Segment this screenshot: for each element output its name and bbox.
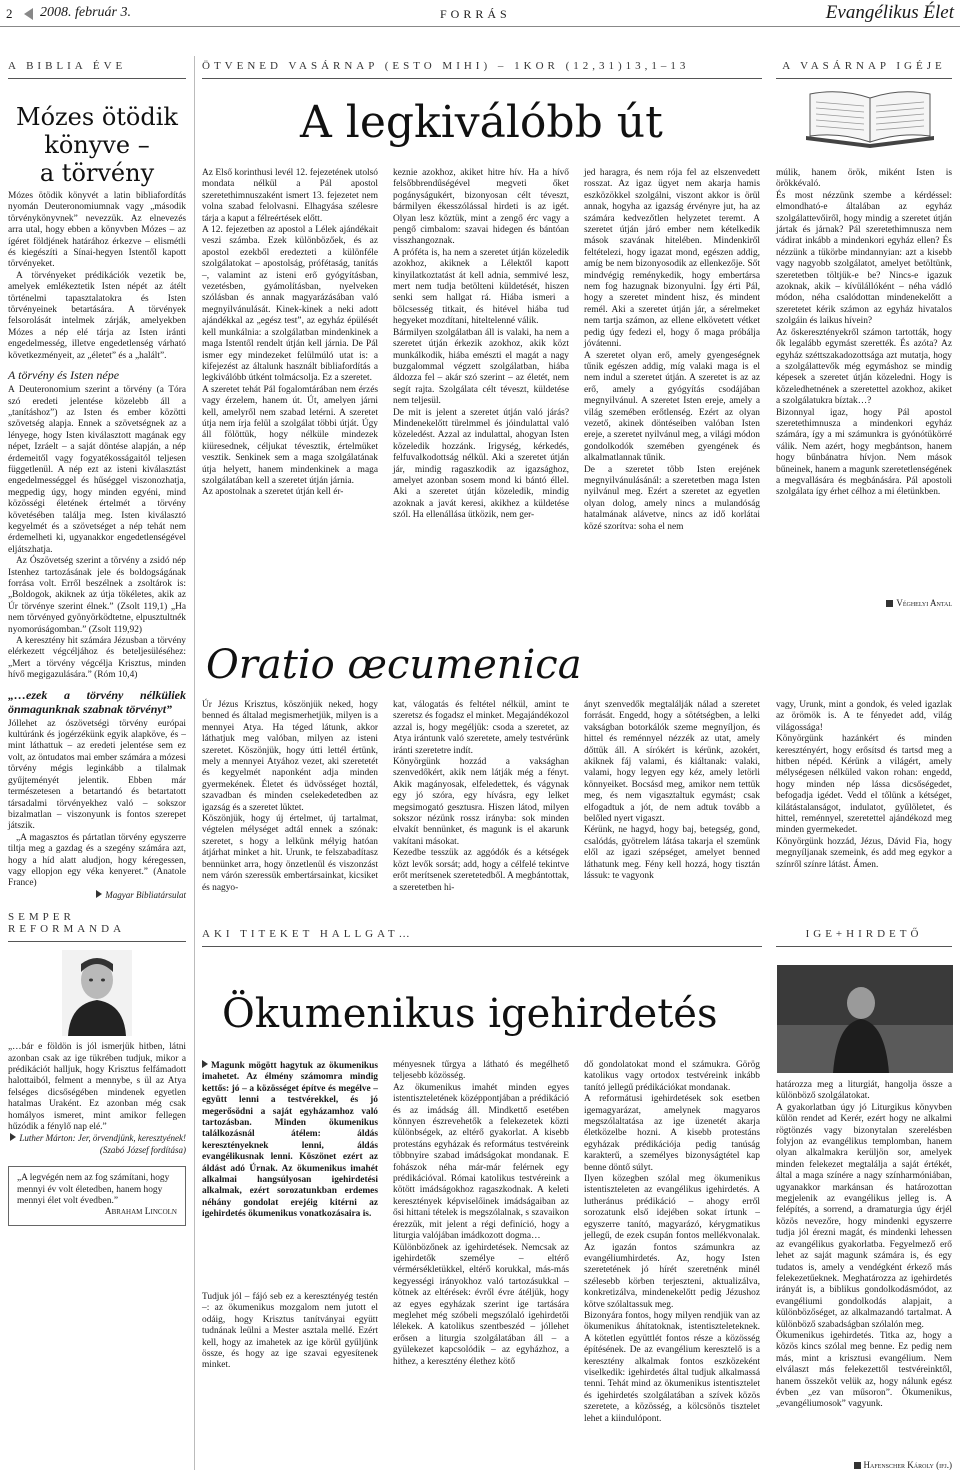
left-paragraph: Az Ószövetség szerint a törvény a zsidó nép Istenhez tartozásának jele és boldogságának forrása volt. Erről beszélnek a zsoltárok is: „Boldogok, akiknek az útja tökéletes, akik az Úr törvénye szerint élnek.” (Zsolt 119,1) „Ha nem törvényed gyönyörködtetne, elpusztultnék nyomorúságomban.” (Zsolt 119,92)	[8, 556, 186, 635]
igehirdetes-lead: Magunk mögött hagytuk az ökumenikus imahetet. Az élmény számomra mindig kettős: jó – a közösséget építve és megélve – együtt lenni a testvérekkel, és jó megerősödni a saját egyházamhoz való tartozásban. Minden ökumenikus találkozásnál átélem: áldás keresztényeknek lenni, áldás evangélikusnak lenni. Köszönet ezért az áldást adó Úrnak. Az ökumenikus imahét alkalmai hangsúlyosan igehirdetési alkalmak, ezért sorozatunkban erdemes néhány gondolat erejéig kitérni az igehirdetés ökumenikus vonatkozásaira is.	[202, 1061, 378, 1220]
left-column	[8, 60, 186, 1226]
sermon-signature: Véghelyi Antal	[776, 598, 952, 608]
bullet-triangle-icon	[10, 1133, 16, 1141]
prayer-col: Úr Jézus Krisztus, köszönjük neked, hogy benned és általad megismerhetjük, milyen is a mennyei Atya. Ha téged látunk, akkor láthatjuk meg valóban, milyen az isteni szeretet. Köszönjük, hogy útti lettél értünk, mely a mennyei Atyához vezet, aki szeretetét és kegyelmét naponként adja minden gyermekének. Életet és üdvösséget hoztál, szavadban és minden cselekedetedben az igazság és a szeretet lüktet. Köszönjük, hogy új értelmet, új tartalmat, végtelen mélységet adtál ennek a szónak: szeretet, s hogy a lelkünk mélyig hatóan átjárhat minket a hit. Urunk, te felszabadítasz bennünket arra, hogy önzetlenül és viszonzást nem várón szeressük embertársainkat, kicsiket és nagyo-	[202, 700, 378, 893]
sermon-ribbon-right: A VASÁRNAP IGÉJE	[776, 60, 952, 79]
page-number: 2	[6, 6, 13, 21]
bullet-triangle-icon	[96, 890, 102, 898]
sermon-col: keznie azokhoz, akiket hitre hív. Ha a hívő felsőbbrendűségével megveti őket pogányságukért, bizonyosan célt téveszt, bármilyen ékesszólással hirdeti is az igét. Olyan lesz köztük, mint a zengő érc vagy a pengő cimbalom: szavai hidegen és bántóan visszhangoznak. A próféta is, ha nem a szeretet útján közeledik azokhoz, akiknek a Lélektől kapott kinyilatkoztatást át kell adnia, semmivé lesz, mert nem tudja betölteni küldetését, hiszen senki sem hallgat rá. Hiába ismeri a bölcsesség titkait, és hitével hiába tud hegyeket mozdítani, hiteltelenné válik. Bármilyen szolgálatban áll is valaki, ha nem a szeretet útján érkezik azokhoz, akik közt munkálkodik, hiába emészti el magát a nagy buzgalommal végzett szolgálatban, hiába áldozza fel – akár szó szerint – az életét, nem segít rajta. Szolgálata célt téveszt, küldetése nem teljesül. De mit is jelent a szeretet útján való járás? Mindenekelőtt türelmmel és jóindulattal való közeledést. Azzal az indulattal, ahogyan Isten közeledik hozzánk. Irigység, kérkedés, felfuvalkodottság nélkül. Aki a szeretet útján jár, mindig ragaszkodik az igazsághoz, amelyet azonban sosem mond ki bántó éllel. Aki a szeretet útján közeledik, mindig azoknak a javát keresi, akikhez a küldetése szól. Ha ellenállása ütközik, nem ger-	[393, 168, 569, 521]
igehirdetes-title: Ökumenikus igehirdetés	[222, 991, 718, 1037]
left-ribbon: A BIBLIA ÉVE	[8, 60, 186, 79]
igehirdetes-col: határozza meg a liturgiát, hangolja össze a különböző szolgálatokat. A gyakorlatban úgy jó Liturgikus könyvben külön rendet ad Kerér, ezért hogy ne alkalmi rögtönzés vagy bizonytalan szerelésben folyjon az evangélikus templomban, hanem olyan alkalmakra kerüljön sor, amelyek minden felekezet megtalálja a saját értékét, által a maga színére a nagy színharmóniában, ugyanakkor markánsan és határozottan megjelenik az evangélikus jelleg is. A felépítés, a sorrend, a dramaturgia úgy érjél közös nevezőre, hogy mindenki egyszerre tudja jól érezni magát, és mindenki lehessen az evangélikus gyakorlatba. Fegyelmező erő lehet az saját magunk számára is, és egy tudatos is, amely a vendégként érkező más felekezetűeknek. Meghatározza az igehirdetés irányát is, a biblikus gondolkodásmódot, az evangéliumi gondolkodás alapjait, a különbözőséget, az alkalmazandó tartalmat. A különböző szabadságban szólalón meg. Ökumenikus igehirdetés. Titka az, hogy a közös kincs szólal meg benne. Ez pedig nem más, mint a krisztusi evangélium. Nem elválaszt más felekezettől testvéreinktől, hanem összeköt velük az, hogy nálunk egész évben „ez van műsoron”. Ökumenikus, „evangéliumosok” vagyunk.	[776, 1080, 952, 1410]
signature: Luther Márton: Jer, örvendjünk, keresztyének! (Szabó József fordítása)	[8, 1133, 186, 1156]
left-title	[8, 103, 186, 187]
bullet-triangle-icon	[202, 1060, 208, 1068]
igehirdetes-col: Tudjuk jól – fájó seb ez a keresztényég testén –: az ökumenikus mozgalom nem jutott el odáig, hogy Krisztus tanítványai együtt tudnának leülni a Mester asztala mellé. Ezért kell, hogy az imahetek az ige körül gyűljünk össze, és hogy az ige szavai egyesítenek minket.	[202, 1292, 378, 1371]
sermon-col: jed haragra, és nem rója fel az elszenvedett rosszat. Az igaz ügyet nem akarja hamis eszközökkel szolgálni, viszont akkor is örül annak, hogyha az igazság érvényre jut, ha az számára kedvezőtlen helyzetet teremt. A szeretet útján járó ember nem kételkedik mások szavának hitelében. Mindenkiről feltételezi, hogy igazat mond, egészen addig, amíg be nem bizonyosodik az ellenkezője. Sőt mindvégig reménykedik, hogy embertársa nem fog hazugnak bizonyulni. Így érti Pál, hogy a szeretet mindent hisz, és mindent remél. Aki a szeretet útján jár, a sérelmeket nem tartja számon, az ellene elkövetett vétket pedig úgy fedezi el, hogy ő maga próbálja jóvátenni. A szeretet olyan erő, amely gyengeségnek tűnik egészen addig, míg valaki maga is el nem indul a szeretet útján. A szeretet is az az erő, amely a gyógyítás csodájában megnyilvánul. A szeretet Isten ereje, amely a világ szemében erőtlenség. Ezért az olyan vezető, akinek döntéseiben valóban Isten ereje, a szeretet nyilvánul meg, a világi módon gondolkodók szemében gyengének és alkalmatlannak tűnik. De a szeretet több Isten erejének megnyilvánulásánál: a szeretetben maga Isten nyilvánul meg. Ezért a szeretet az egyetlen olyan dolog, amely nincs a mulandóság hatalmának alávetve, nincs az idő korlátai közé szorítva: soha el nem	[584, 168, 760, 532]
prev-page-arrow-icon[interactable]	[24, 8, 33, 20]
lincoln-quote-box	[8, 1166, 186, 1226]
left-body	[8, 191, 186, 901]
brand-logo: Evangélikus Élet	[825, 2, 954, 23]
page-header	[0, 0, 960, 27]
left-subhead: „…ezek a törvény nélküliek önmagunknak szabnak törvényt”	[8, 687, 186, 716]
section-name: FORRÁS	[440, 7, 511, 21]
column-divider	[194, 56, 195, 1470]
prayer-col: ányt szenvedők megtalálják nálad a szeretet forrását. Engedd, hogy a sötétségben, a lelki vakságban botorkálók szeme megnyíljon, és hittel és reménnyel nézzék az utat, amely dőttük áll. A sírókért is kérünk, azokért, akiknek fáj valami, és kiáltanak: valaki, valami, hogy legyen egy kéz, amely letörli könnyeiket. Bocsásd meg, amikor nem tettük meg, és nem vigasztaltuk egymást; csak elfogadtuk a jót, de nem adtuk tovább a belőled nyert vigaszt. Kérünk, ne hagyd, hogy baj, betegség, gond, csalódás, gyötrelem látása takarja el szemünk elől az igazi szépséget, amelyet benned láthatunk meg. Fény kell hozzá, hogy tisztán lássuk: te vagyonk	[584, 700, 760, 882]
issue-date: 2008. február 3.	[40, 5, 131, 20]
luther-quote	[8, 1042, 186, 1156]
igehirdeto-ribbon: IGE+HIRDETŐ	[776, 928, 952, 947]
prayer-col: vagy, Urunk, mint a gondok, és veled igazlak az örömök is. A te fényedet add, világ világossága! Könyörgünk hazánkért és minden keresztényért, hogy erősítsd és tartsd meg a hitben népéd. Kérünk a világért, amely mélységesen nélküled vakon rohan: engedd, hogy minden nép lássa dicsőségedet, befogadja igédet. Vedd el tőlünk a kétséget, kilátástalanságot, indulatot, gyűlöletet, és hittel, reménnyel, szeretettel ajándékozd meg minden gyermekedet. Könyörgünk hozzád, Jézus, Dávid Fia, hogy megnyíljanak szemeink, és add meg egykor a színről színre látást. Ámen.	[776, 700, 952, 870]
left-title-line: a törvény	[39, 159, 155, 187]
sermon-ribbon: ÖTVENED VASÁRNAP (ESTO MIHI) – 1KOR (12,31)13,1–13	[202, 60, 762, 79]
sermon-col: múlik, hanem örök, miként Isten is örökkévaló. És most nézzünk szembe a kérdéssel: elmondható-e általában az egyház szolgálattevőiről, hogy mindig a szeretet útján jártak és járnak? Pál szeretethimnusza nem vádirat inkább a mindenkori egyház ellen? És nézzünk a tükörbe mindannyian: azt a kisebb vagy nagyobb szolgálatot, amelyet betöltünk, szeretetben töltjük-e be? Nincs-e igazuk azoknak, akik – kívülállóként – néha vádló módon, néha csalódottan mindenekelőtt a szeretetet kérik számon az egyház hivatalos szolgáin és laikus hívein? Az őskeresztényekről számon tartották, hogy ők legalább egymást szerették. És azóta? Az egyház széttszakadozottsága azt mutatja, hogy a szolgálattevők még egymáshoz se mindig képesek a szeretet útján közeledni. Hogy is közeledhetnének a szeretettel azokhoz, akiket a szolgálatukra bíztak…? Bizonnyal igaz, hogy Pál apostol szeretethimnusza a mindenkori egyház számára, így a mi számunkra is gyónótükörré válik. Nem azért, hogy megbántson, hanem hogy bűnbánatra hívjon. Nem mások bűneinek, hanem a magunk szeretetlenségének a megvallására és megbánására. Pál apostoli szolgálata így érhet célhoz a mi életünkben.	[776, 168, 952, 498]
luther-quote-text: „…bár e földön is jól ismerjük hitben, látni azonban csak az ige tükrében tudjuk, mikor a prédikációt halljuk, hogy Krisztus felfámadott halottaiból, felment a mennybe, s ül az Atya felséges dicsőségében mindenek egyetlen hatalmas Uraként. Ez azonban még csak homályos ismeret, mint amikor fellegen hűzódik a fénylő nap elé.”	[8, 1042, 186, 1132]
square-bullet-icon	[886, 600, 893, 607]
sermon-title: A legkiválóbb út	[300, 97, 663, 148]
preacher-photo-image	[777, 965, 953, 1073]
left-paragraph: „A magasztos és pártatlan törvény egyszerre tiltja meg a gazdag és a szegény számára azt, hogy a híd alatt aludjon, hogy kéregessen, vagy ellopjon egy véka kenyeret.” (Anatole France)	[8, 832, 186, 889]
sermon-col: Az Első korinthusi levél 12. fejezetének utolsó mondata nélkül a Pál apostol szeretethimnuszaként ismert 13. fejezetet nem volna szabad felolvasni. Elhagyása szélesre tárja a kaput a félreértések előtt. A 12. fejezetben az apostol a Lélek ajándékait veszi számba. Ezek különbözőek, és az apostol ezekből eredezteti a különféle szolgálatokat – apostolság, prófétaság, tanítás –, valamint az isteni erő gyógyításban, vezetésben, gyámolításban, nyelveken szólásban és annak magyarázásában való megnyilvánulását. Kinek-kinek a neki adott ajándékkal az „egész test”, az egyház épülését kell munkálnia: a szolgálatban mindenkinek a maga Istentől rendelt útján kell járnia. De Pál ismer egy mindezeket felülmúló utat is: a kifejezést az általunk használt bibliafordítás a legkiválóbb útként tolmácsolja. Ez a szeretet. A szeretet tehát Pál fogalomtárában nem érzés vagy érzelem, hanem út. Út, amelyen járni kell, amelyről nem szabad letérni. A szeretet útja nem írja felül a szolgálat többi útját. Úgy áll fölöttük, hogy nélküle mindezek kiüresednek, céljukat tévesztik, értelmüket vesztik. Senkinek sem a maga szolgálatának útja helyett, hanem mindenkinek a maga szolgálatában kell a szeretet útján járnia. Az apostolnak a szeretet útján kell ér-	[202, 168, 378, 498]
signature: Magyar Bibliatársulat	[8, 890, 186, 901]
semper-ribbon: SEMPER REFORMANDA	[8, 911, 186, 942]
open-bible-icon	[800, 80, 940, 150]
lincoln-quote: „A legvégén nem az fog számítani, hogy mennyi év volt életedben, hanem hogy mennyi élet volt évedben.”	[17, 1173, 170, 1207]
igehirdetes-col: dő gondolatokat mond el számukra. Görög katolikus vagy ortodox testvéreink inkább tanító jellegű prédikációkat mondanak. A reformátusi igehirdetések sok esetben igemagyarázat, amelynek magyaros megszólaltatása az ige üzenetét akarja életközelbe hozni. A kisebb protestáns egyházak prédikációja pedig tanúság karakterű, a személyes bizonyságtétel kap benne döntő súlyt. Ilyen közegben szólal meg ökumenikus istentiszteleten az evangélikus igehirdetés. A lutheránus prédikáció – ahogy erről sorozatunk első idejében sokat írtunk – egyszerre tanító, magyarázó, kérygmatikus jellegű, de ezek csupán fontos mellékvonalak. Az igazán fontos számunkra az evangéliumhirdetés. Az, hogy Isten szeretetének jó hírét szeretnénk minél szélesebb körben terjeszteni, aktualizálva, konkretizálva, mindenekelőtt pedig Jézushoz kötve szólaltassuk meg. Bizonyára fontos, hogy milyen rendjük van az ökumenikus áhítatoknak, istentiszteleteknek. A kötetlen együttlét fontos része a közösség építésének. De az evangélium keresztelő is a keresztény alkalmak fontos eszközeként viselkedik: igehirdetés által tudjuk alkalmassá tenni. Tehát mind az ökumenikus istentisztelet és igehirdetés szolgálatában a szívek közös szeretete, a közösség, a kölcsönös tisztelet lehet a kiindulópont.	[584, 1060, 760, 1424]
left-title-line: Mózes ötödik	[16, 103, 178, 131]
left-title-line: könyve –	[44, 131, 150, 159]
lincoln-signature: Abraham Lincoln	[104, 1207, 177, 1218]
prayer-col: kat, válogatás és feltétel nélkül, amint te szeretsz és fogadsz el minket. Megajándékozol azzal is, hogy megéljük: csoda a szeretet, az Atya irántunk való szeretete, amely testvérünk iránti szeretetre indít. Könyörgünk hozzád a vaksághan szenvedőkért, akik nem látják még a fényt. Akik magányosak, elfeledettek, és vágynak egy jó szóra, egy hívásra, egy lelket megsimogató gesztusra. Hiszen látod, milyen sokszor nézünk rossz irányba: sok minden elvakít bennünket, és magunk is el akarunk vakítani másokat. Kezedbe tesszük az aggódók és a kétségek közt levők sorsát; add, hogy a célfelé tekintve erőt merítsenek szeretetedből. A megbántottak, a szeretetben hi-	[393, 700, 569, 893]
bible-image	[800, 80, 940, 150]
square-bullet-icon	[854, 1462, 861, 1469]
igehirdetes-signature: Hafenscher Károly (ifj.)	[776, 1460, 952, 1470]
preacher-photo	[777, 965, 953, 1073]
igehirdetes-col: ményesnek tűrgya a látható és megélhető teljesebb közösség. Az ökumenikus imahét minden egyes istentiszteletének középpontjában a prédikáció és az imádság áll. Mindkettő esetében könnyen észrevehetők a felekezetek közti különbségek, az eltérő gyakorlat. A kisebb protestáns egyházak és református testvéreink többnyire szabad imádságokat mondanak. E fohászok néha már-már felérnek egy prédikációval. Római katolikus testvéreink a kötött imádságokhoz ragaszkodnak. A keleti keresztények képviselőinek imádságaiban az ősi hittani tételek is megszólalnak, s szavaikon érezzük, mit jelent a régi definíció, hogy a liturgia valójában imádkozott dogma… Különbözőnek az igehirdetések. Nemcsak az igehirdetők személye – eltérő vérmérsékletükkel, eltérő korukkal, más-más kegyességi irányokhoz való tartozásukkal – kötnek az eltérések: évről évre átéljük, hogy az egyes egyházak szerint ige tartására meglehet még szóbeli megszólaló igehirdetői lélekek. A katolikus szentbeszéd – jóllehet erősen a liturgia szolgálatában áll – a gyülekezet kapcsolódik – az egyházhoz, a hithez, a keresztény élethez kötő	[393, 1060, 569, 1367]
left-paragraph: A törvényeket prédikációk vezetik be, amelyek emlékeztetik Isten népét az átélt történelmi tapasztalatokra és Isten törvényeinek betartására. A törvények felsorolását intelmek zárják, amelyekben Mózes a nép elé tárja az Isten iránti engedelmesség, illetve engedetlenség várható következményeit, az „életet” és a „halált”.	[8, 270, 186, 361]
left-paragraph: Mózes ötödik könyvét a latin bibliafordítás nyomán Deuteronomiumnak vagy „második törvénykönyvnek” nevezzük. Az elnevezés arra utal, hogy ebben a könyvben Mózes – az ígéret földjének határához érkezve – elismétli és kiegészíti a Sínai-hegyen Istentől kapott törvényeket.	[8, 191, 186, 270]
luther-portrait	[62, 950, 132, 1036]
left-paragraph: Jóllehet az ószövetségi törvény európai kultúránk és jogérzékünk egyik alapköve, és – mint láthattuk – az eredeti jelentése sem ez volt, az öntudatos mai ember számára a mózesi törvény mégis leginkább a tilalmak gyűjteményét jelentik. Ebben már természetesen a betartandó és betartatott társadalmi törvényekhez való – sokszor bizalmatlan – viszonyunk is fontos szerepet játszik.	[8, 718, 186, 832]
luther-portrait-image	[62, 950, 132, 1036]
left-paragraph: A Deuteronomium szerint a törvény (a Tóra szó eredeti jelentése közelebb áll a „tanításhoz”) az Isten és ember közötti szövetség alapja. Ennek a szövetségnek az a lényege, hogy Isten kiválasztott magának egy népet, Izráelt – a saját döntése alapján, a nép érdemeitől vagy fogyatékosságaitól teljesen függetlenül. A nép ezt az isteni kiválasztást engedelmességgel és hűséggel viszonozhatja, megpedig úgy, hogy minden egyéni, mind közösségi életének értelmét a törvény követésében találja meg. Isten kiválasztó kegyelmét és a szövetséget a nép tehát nem érdemelheti ki, ugyanakkor engedetlenségével eljátszhatja.	[8, 385, 186, 555]
left-paragraph: A keresztény hit számára Jézusban a törvény elérkezett végcéljához és beteljesüléséhez: „Mert a törvény végcélja Krisztus, minden hívő megigazulására.” (Róm 10,4)	[8, 636, 186, 681]
prayer-title: Oratio œcumenica	[206, 642, 582, 688]
igehirdetes-ribbon: AKI TITEKET HALLGAT…	[202, 928, 762, 947]
left-subhead: A törvény és Isten népe	[8, 368, 120, 383]
